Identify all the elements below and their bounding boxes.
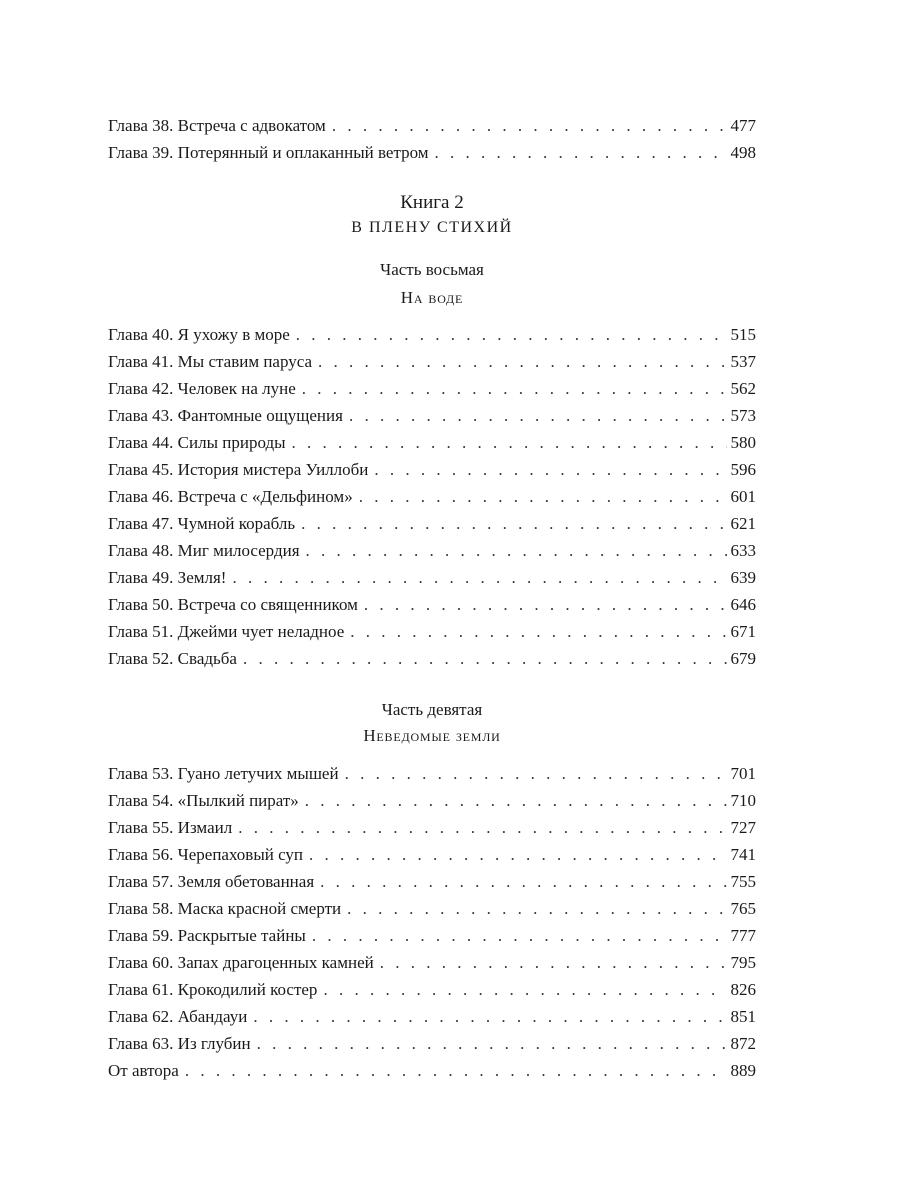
toc-entry-page: 633 [730,541,756,560]
toc-entry-title: От автора [108,1061,179,1080]
toc-entry [108,924,756,948]
toc-entry [108,843,756,867]
toc-leader-dots [292,431,727,455]
part-title: Неведомые земли [363,726,501,745]
toc-entry-page: 710 [730,791,756,810]
toc-entry [108,323,756,347]
toc-leader-dots [253,1005,726,1029]
toc-entry-title: Глава 55. Измаил [108,818,233,837]
toc-entry-title: Глава 62. Абандауи [108,1007,248,1026]
toc-leader-dots [435,141,727,165]
toc-entry-title: Глава 39. Потерянный и оплаканный ветром [108,143,429,162]
toc-entry-title: Глава 43. Фантомные ощущения [108,406,343,425]
toc-leader-dots [232,566,726,590]
toc-leader-dots [380,951,727,975]
toc-entry [108,377,756,401]
toc-entry-page: 679 [730,649,756,668]
toc-entry-title: Глава 48. Миг милосердия [108,541,300,560]
toc-entry [108,485,756,509]
toc-entry-page: 795 [730,953,756,972]
toc-entry [108,141,756,165]
part-number: Часть восьмая [380,260,484,279]
toc-entry [108,114,756,138]
toc-entry-title: Глава 53. Гуано летучих мышей [108,764,339,783]
toc-entry-title: Глава 60. Запах драгоценных камней [108,953,374,972]
toc-entry-page: 701 [730,764,756,783]
toc-entry-title: Глава 47. Чумной корабль [108,514,296,533]
book-number: Книга 2 [400,192,464,213]
toc-entry-title: Глава 63. Из глубин [108,1034,251,1053]
toc-entry-page: 851 [730,1007,756,1026]
toc-entry-title: Глава 38. Встреча с адвокатом [108,116,326,135]
toc-entry-title: Глава 61. Крокодилий костер [108,980,318,999]
toc-entry-title: Глава 49. Земля! [108,568,227,587]
toc-entry-page: 646 [730,595,756,614]
toc-entry-title: Глава 44. Силы природы [108,433,286,452]
toc-entry-page: 755 [730,872,756,891]
toc-entry [108,789,756,813]
toc-entry [108,458,756,482]
toc-leader-dots [301,512,726,536]
toc-entry [108,870,756,894]
toc-entry-page: 537 [730,352,756,371]
toc-entry-title: Глава 57. Земля обетованная [108,872,315,891]
toc-leader-dots [332,114,727,138]
toc-leader-dots [320,870,726,894]
toc-leader-dots [306,539,727,563]
toc-entry-page: 562 [730,379,756,398]
toc-leader-dots [345,762,727,786]
toc-entry-title: Глава 42. Человек на луне [108,379,296,398]
toc-entry-title: Глава 46. Встреча с «Дельфином» [108,487,353,506]
toc-leader-dots [312,924,727,948]
toc-entry-title: Глава 45. История мистера Уиллоби [108,460,369,479]
toc-entry-page: 498 [730,143,756,162]
toc-entry-page: 826 [730,980,756,999]
toc-leader-dots [305,789,727,813]
toc-entry-title: Глава 51. Джейми чует неладное [108,622,345,641]
toc-leader-dots [364,593,727,617]
toc-entry-title: Глава 59. Раскрытые тайны [108,926,306,945]
toc-entry-page: 872 [730,1034,756,1053]
toc-entry-title: Глава 50. Встреча со священником [108,595,358,614]
toc-entry [108,431,756,455]
toc-entry [108,816,756,840]
toc-leader-dots [185,1059,727,1083]
toc-entry [108,951,756,975]
part-title: На воде [400,288,464,307]
toc-entry-page: 601 [730,487,756,506]
toc-entry [108,512,756,536]
toc-entry [108,1005,756,1029]
toc-entry [108,1032,756,1056]
toc-entry-title: Глава 52. Свадьба [108,649,237,668]
toc-entry [108,978,756,1002]
toc-entry [108,566,756,590]
toc-entry-page: 573 [730,406,756,425]
toc-leader-dots [318,350,726,374]
toc-leader-dots [309,843,726,867]
toc-leader-dots [296,323,727,347]
toc-entry [108,620,756,644]
book-title: В ПЛЕНУ СТИХИЙ [351,219,513,236]
toc-leader-dots [243,647,727,671]
toc-entry [108,539,756,563]
toc-entry [108,762,756,786]
toc-leader-dots [238,816,726,840]
toc-entry-title: Глава 41. Мы ставим паруса [108,352,313,371]
toc-entry [108,647,756,671]
toc-leader-dots [349,404,727,428]
toc-entry-page: 639 [730,568,756,587]
toc-entry-page: 727 [730,818,756,837]
toc-leader-dots [302,377,727,401]
toc-entry-page: 621 [730,514,756,533]
toc-leader-dots [323,978,726,1002]
toc-leader-dots [350,620,726,644]
toc-leader-dots [374,458,726,482]
toc-entry-page: 765 [730,899,756,918]
toc-leader-dots [347,897,726,921]
toc-entry-page: 777 [730,926,756,945]
toc-entry-page: 671 [730,622,756,641]
toc-entry-page: 741 [730,845,756,864]
toc-entry-title: Глава 56. Черепаховый суп [108,845,304,864]
toc-leader-dots [359,485,727,509]
toc-entry-title: Глава 40. Я ухожу в море [108,325,290,344]
toc-entry [108,1059,756,1083]
toc-entry [108,350,756,374]
toc-entry [108,897,756,921]
toc-entry-title: Глава 58. Маска красной смерти [108,899,342,918]
toc-entry-page: 596 [730,460,756,479]
part-number: Часть девятая [381,700,483,719]
toc-entry-page: 889 [730,1061,756,1080]
toc-entry-page: 477 [730,116,756,135]
toc-entry-page: 515 [730,325,756,344]
toc-entry-page: 580 [730,433,756,452]
toc-leader-dots [257,1032,727,1056]
toc-entry [108,593,756,617]
toc-entry-title: Глава 54. «Пылкий пират» [108,791,299,810]
toc-entry [108,404,756,428]
